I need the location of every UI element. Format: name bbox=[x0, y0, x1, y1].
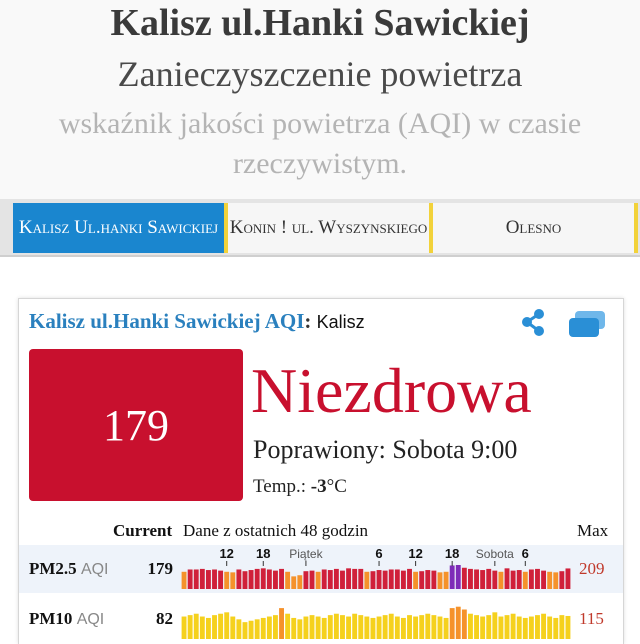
history-bar bbox=[456, 565, 461, 589]
history-bar bbox=[236, 569, 241, 589]
history-bar bbox=[194, 569, 199, 589]
history-bar bbox=[498, 617, 503, 639]
history-bar bbox=[559, 615, 564, 639]
history-bar bbox=[279, 569, 284, 589]
history-bar bbox=[511, 614, 516, 639]
history-bar bbox=[297, 619, 302, 639]
history-bar bbox=[529, 617, 534, 639]
time-label: 12 bbox=[219, 546, 234, 561]
time-label: Sobota bbox=[475, 547, 514, 561]
history-bar bbox=[535, 615, 540, 639]
history-bar bbox=[285, 572, 290, 589]
tab-kalisz[interactable]: Kalisz Ul.hanki Sawickiej bbox=[13, 203, 228, 253]
history-bar bbox=[273, 615, 278, 639]
history-bar bbox=[200, 569, 205, 589]
history-bar bbox=[328, 570, 333, 589]
history-bar bbox=[566, 568, 571, 589]
history-bar bbox=[480, 617, 485, 639]
history-bar bbox=[547, 572, 552, 589]
updated-time: Poprawiony: Sobota 9:00 bbox=[253, 435, 518, 464]
history-bar bbox=[486, 615, 491, 639]
time-label: 18 bbox=[256, 546, 271, 561]
history-bar bbox=[218, 614, 223, 639]
history-bar bbox=[431, 571, 436, 589]
history-bar bbox=[462, 568, 467, 589]
time-label: 6 bbox=[521, 546, 529, 561]
pollutant-max: 209 bbox=[579, 559, 605, 578]
history-bar bbox=[230, 617, 235, 639]
history-bar bbox=[431, 615, 436, 639]
history-bar bbox=[249, 570, 254, 589]
history-bar bbox=[523, 572, 528, 589]
history-bar bbox=[462, 610, 467, 639]
history-bar bbox=[450, 608, 455, 639]
history-bar bbox=[230, 572, 235, 589]
history-bar bbox=[468, 614, 473, 639]
pollutant-name: PM10 AQI bbox=[29, 609, 105, 628]
current-label: Current bbox=[113, 521, 173, 540]
history-bar bbox=[352, 569, 357, 589]
history-bar bbox=[249, 621, 254, 639]
history-bar bbox=[218, 571, 223, 589]
history-bar bbox=[316, 572, 321, 589]
history-bar bbox=[474, 569, 479, 589]
history-bar bbox=[303, 617, 308, 639]
page-description: wskaźnik jakości powietrza (AQI) w czasie rzeczywistym. bbox=[58, 107, 582, 180]
history-bar bbox=[395, 569, 400, 589]
pollutant-name: PM2.5 AQI bbox=[29, 559, 109, 578]
aqi-level: Niezdrowa bbox=[251, 355, 532, 426]
history-bar bbox=[419, 615, 424, 639]
history-bar bbox=[517, 617, 522, 639]
history-bar bbox=[255, 569, 260, 589]
history-bar bbox=[346, 568, 351, 589]
card-title[interactable]: Kalisz ul.Hanki Sawickiej AQI: Kalisz bbox=[29, 309, 365, 333]
history-bar bbox=[200, 617, 205, 639]
max-label: Max bbox=[577, 521, 609, 540]
history-bar bbox=[346, 617, 351, 639]
history-bar bbox=[371, 618, 376, 639]
history-bar bbox=[505, 615, 510, 639]
page-subtitle: Zanieczyszczenie powietrza bbox=[117, 54, 523, 94]
history-bar bbox=[194, 614, 199, 639]
history-bar bbox=[389, 569, 394, 589]
history-bar bbox=[182, 617, 187, 639]
history-bar bbox=[425, 614, 430, 639]
history-bar bbox=[529, 569, 534, 589]
history-bar bbox=[224, 612, 229, 639]
history-bar bbox=[291, 618, 296, 639]
history-bar bbox=[334, 614, 339, 639]
history-bar bbox=[456, 607, 461, 639]
tab-olesno[interactable]: Olesno bbox=[433, 203, 638, 253]
history-bar bbox=[334, 569, 339, 589]
history-bar bbox=[553, 572, 558, 589]
station-tabs bbox=[0, 199, 640, 257]
aqi-card bbox=[18, 298, 624, 644]
pm25-history-chart[interactable] bbox=[181, 545, 571, 593]
history-bar bbox=[377, 617, 382, 639]
pollutant-current: 179 bbox=[147, 559, 173, 578]
widget-icon[interactable] bbox=[567, 309, 607, 339]
history-bar bbox=[438, 617, 443, 639]
history-bar bbox=[279, 608, 284, 639]
history-header bbox=[19, 521, 623, 543]
pollutant-current: 82 bbox=[156, 609, 173, 628]
history-bar bbox=[322, 618, 327, 639]
history-bar bbox=[407, 569, 412, 589]
history-bar bbox=[492, 571, 497, 589]
history-bar bbox=[243, 622, 248, 639]
history-bar bbox=[182, 572, 187, 589]
history-bar bbox=[206, 570, 211, 589]
history-bar bbox=[243, 571, 248, 589]
history-bar bbox=[480, 570, 485, 589]
history-bar bbox=[328, 615, 333, 639]
history-bar bbox=[535, 569, 540, 589]
aqi-value-box bbox=[29, 349, 243, 501]
station-name[interactable]: Kalisz ul.Hanki Sawickiej AQI bbox=[29, 309, 305, 333]
history-bar bbox=[297, 575, 302, 589]
history-bar bbox=[206, 618, 211, 639]
history-bar bbox=[444, 618, 449, 639]
history-bar bbox=[212, 615, 217, 639]
history-bar bbox=[267, 617, 272, 639]
history-bar bbox=[389, 614, 394, 639]
pollutant-row-pm10[interactable] bbox=[19, 595, 623, 643]
history-bar bbox=[450, 565, 455, 589]
time-label: 18 bbox=[444, 546, 460, 561]
history-bar bbox=[553, 618, 558, 639]
history-bar bbox=[316, 617, 321, 639]
history-bar bbox=[523, 618, 528, 639]
history-bar bbox=[383, 615, 388, 639]
history-bar bbox=[425, 570, 430, 589]
history-bar bbox=[395, 617, 400, 639]
history-bar bbox=[310, 615, 315, 639]
history-range-label: Dane z ostatnich 48 godzin bbox=[183, 521, 369, 540]
history-bar bbox=[261, 568, 266, 589]
page-title: Kalisz ul.Hanki Sawickiej bbox=[110, 2, 530, 44]
history-bar bbox=[413, 572, 418, 589]
history-bar bbox=[261, 618, 266, 639]
history-bar bbox=[285, 614, 290, 639]
history-bar bbox=[224, 572, 229, 589]
history-bar bbox=[486, 569, 491, 589]
history-bar bbox=[517, 570, 522, 589]
history-bar bbox=[566, 616, 571, 639]
tab-konin[interactable]: Konin ! ul. Wyszynskiego bbox=[228, 203, 433, 253]
history-bar bbox=[310, 571, 315, 589]
history-bar bbox=[492, 612, 497, 639]
history-bar bbox=[212, 569, 217, 589]
time-label: Piątek bbox=[289, 547, 323, 561]
history-bar bbox=[505, 568, 510, 589]
history-bar bbox=[371, 571, 376, 589]
history-bar bbox=[559, 571, 564, 589]
history-bar bbox=[364, 617, 369, 639]
history-bar bbox=[401, 618, 406, 639]
history-bar bbox=[364, 572, 369, 589]
time-label: 6 bbox=[375, 546, 383, 561]
history-bar bbox=[291, 576, 296, 589]
history-bar bbox=[273, 571, 278, 589]
history-bar bbox=[474, 615, 479, 639]
history-bar bbox=[468, 569, 473, 589]
history-bar bbox=[188, 569, 193, 589]
history-bar bbox=[303, 571, 308, 589]
history-bar bbox=[498, 572, 503, 589]
history-bar bbox=[377, 570, 382, 589]
page-header bbox=[0, 0, 640, 199]
history-bar bbox=[358, 569, 363, 589]
aqi-value: 179 bbox=[103, 400, 169, 450]
history-bar bbox=[541, 571, 546, 589]
pollutant-row-pm25[interactable] bbox=[19, 545, 623, 593]
history-bar bbox=[401, 571, 406, 589]
history-bar bbox=[358, 615, 363, 639]
history-bar bbox=[340, 615, 345, 639]
history-bar bbox=[407, 615, 412, 639]
history-bar bbox=[541, 614, 546, 639]
share-icon[interactable] bbox=[519, 307, 549, 337]
history-bar bbox=[419, 571, 424, 589]
history-bar bbox=[255, 619, 260, 639]
pollutant-max: 115 bbox=[579, 609, 604, 628]
history-bar bbox=[267, 569, 272, 589]
history-bar bbox=[188, 615, 193, 639]
pm10-history-chart[interactable] bbox=[181, 595, 571, 643]
time-label: 12 bbox=[408, 546, 423, 561]
history-bar bbox=[352, 614, 357, 639]
history-bar bbox=[413, 617, 418, 639]
history-bar bbox=[383, 571, 388, 589]
history-bar bbox=[511, 571, 516, 589]
temperature: Temp.: -3°C bbox=[253, 476, 347, 497]
history-bar bbox=[547, 617, 552, 639]
history-bar bbox=[322, 569, 327, 589]
city-label[interactable]: Kalisz bbox=[316, 312, 365, 332]
history-bar bbox=[444, 572, 449, 589]
history-bar bbox=[438, 572, 443, 589]
history-bar bbox=[236, 619, 241, 639]
history-bar bbox=[340, 571, 345, 589]
